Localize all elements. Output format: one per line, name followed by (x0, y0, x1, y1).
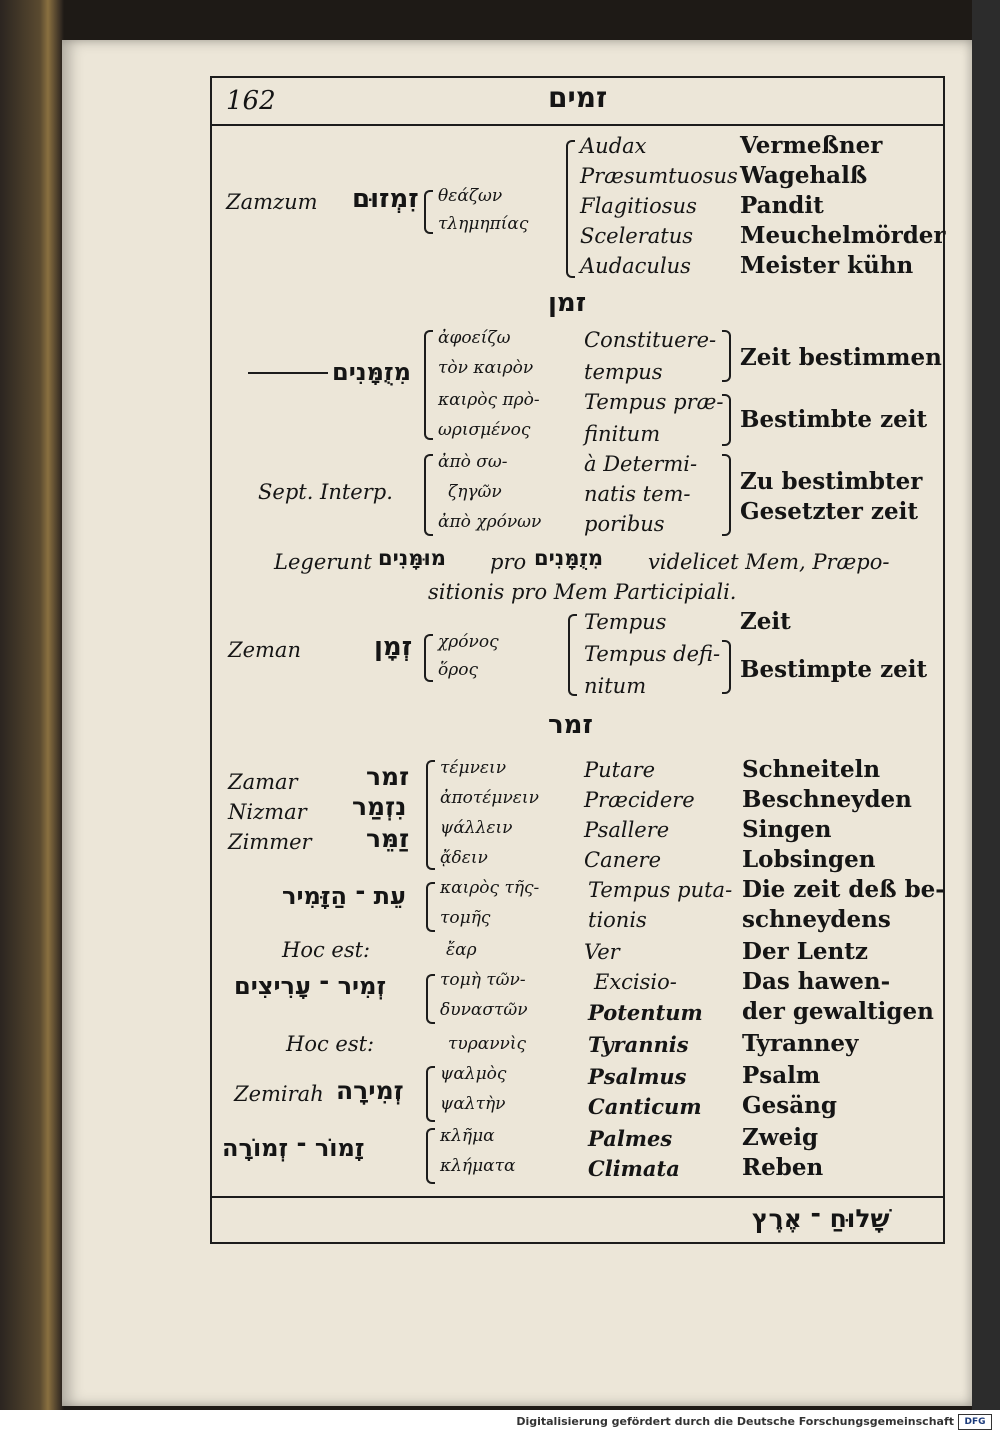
latin-word: Præsumtuosus (580, 164, 738, 188)
greek-word: ἀπὸ χρόνων (438, 512, 542, 532)
latin-word: Ver (584, 940, 620, 964)
german-word: Der Lentz (742, 938, 868, 965)
hebrew-zemirah: זְמִירָה (336, 1076, 404, 1105)
german-word: Zeit bestimmen (740, 344, 942, 371)
latin-word: Audax (580, 134, 647, 158)
translit-word: Nizmar (228, 800, 307, 824)
brace (722, 640, 731, 694)
german-word: Meister kühn (740, 252, 914, 279)
sept-interp-label: Sept. Interp. (258, 480, 393, 504)
brace (424, 330, 433, 440)
brace (568, 614, 577, 696)
header-rule (212, 124, 944, 126)
german-word: Zeit (740, 608, 791, 635)
german-word: der gewaltigen (742, 998, 934, 1025)
translit-word: Zamar (228, 770, 298, 794)
greek-word: ωρισμένος (438, 420, 531, 440)
german-word: Vermeßner (740, 132, 883, 159)
latin-word: Sceleratus (580, 224, 694, 248)
german-word: Bestimpte zeit (740, 656, 928, 683)
latin-word: Flagitiosus (580, 194, 697, 218)
hebrew-phrase: זָמוֹר ־ זְמוֹרָה (222, 1134, 365, 1162)
german-word: Gesäng (742, 1092, 837, 1119)
latin-word: Excisio- (594, 970, 677, 994)
german-word: Gesetzter zeit (740, 498, 918, 525)
german-word: Singen (742, 816, 832, 843)
greek-word: ἀπὸ σω- (438, 452, 508, 472)
german-word: Wagehalß (740, 162, 868, 189)
hebrew-word: זמר (366, 762, 410, 791)
latin-word: Potentum (588, 1000, 703, 1025)
latin-word: nitum (584, 674, 647, 698)
brace (426, 1128, 435, 1184)
latin-word: poribus (584, 512, 665, 536)
greek-word: καιρὸς τῆς- (440, 878, 540, 898)
latin-word: finitum (584, 422, 661, 446)
greek-word: ἀποτέμνειν (440, 788, 539, 808)
hebrew-word: נִזְמַר (352, 792, 407, 821)
hoc-est-label: Hoc est: (286, 1032, 375, 1056)
greek-word: ἔαρ (446, 940, 477, 960)
brace (426, 760, 435, 870)
greek-word: ψαλμὸς (440, 1064, 507, 1084)
latin-word: Tempus præ- (584, 390, 724, 414)
greek-word: τομῆς (440, 908, 491, 928)
section-heading: זמן (548, 288, 587, 318)
translit-zemirah: Zemirah (234, 1082, 324, 1106)
note-text: Legerunt (274, 550, 372, 574)
greek-word: ὅρος (438, 660, 478, 680)
note-hebrew: מִזֻמָּנִים (534, 546, 604, 570)
hebrew-phrase: עֵת ־ הַזָּמִיר (282, 882, 406, 910)
latin-word: Putare (584, 758, 656, 782)
greek-word: τέμνειν (440, 758, 507, 778)
brace (426, 1066, 435, 1122)
german-word: Pandit (740, 192, 824, 219)
translit-word: Zimmer (228, 830, 312, 854)
brace (426, 974, 435, 1024)
translit-zamzum: Zamzum (226, 190, 318, 214)
german-word: Psalm (742, 1062, 821, 1089)
brace (722, 330, 731, 382)
greek-word: θεάζων (438, 186, 503, 206)
german-word: schneydens (742, 906, 891, 933)
greek-word: ζηγῶν (448, 482, 502, 502)
brace (426, 882, 435, 932)
brace (722, 454, 731, 536)
latin-word: Tyrannis (588, 1032, 689, 1057)
greek-word: κλήματα (440, 1156, 516, 1176)
latin-word: Tempus puta- (588, 878, 733, 902)
brace (424, 634, 433, 682)
latin-word: natis tem- (584, 482, 691, 506)
note-text: videlicet Mem, Præpo- (648, 550, 890, 574)
note-hebrew: מוּמָּנִים (378, 546, 446, 570)
hoc-est-label: Hoc est: (282, 938, 371, 962)
greek-word: ψαλτὴν (440, 1094, 506, 1114)
latin-word: Præcidere (584, 788, 695, 812)
greek-word: τὸν καιρὸν (438, 358, 534, 378)
hebrew-phrase: זְמִיר ־ עָרִיצִים (234, 972, 387, 1000)
footer-credit: Digitalisierung gefördert durch die Deutsche Forschungsgemeinschaft (516, 1415, 954, 1428)
german-word: Die zeit deß be- (742, 876, 945, 903)
hebrew-word: מִזֻמָּנִים (332, 358, 411, 386)
greek-word: ἀφοείζω (438, 328, 511, 348)
latin-word: Psalmus (588, 1064, 687, 1089)
dash-rule (248, 372, 328, 374)
latin-word: Canticum (588, 1094, 702, 1119)
greek-word: κλῆμα (440, 1126, 495, 1146)
german-word: Zu bestimbter (740, 468, 923, 495)
latin-word: Psallere (584, 818, 670, 842)
note-text: sitionis pro Mem Participiali. (428, 580, 737, 604)
german-word: Tyranney (742, 1030, 859, 1057)
hebrew-zamzum: זִמְזוּם (352, 184, 419, 214)
greek-word: δυναστῶν (440, 1000, 528, 1020)
latin-word: tempus (584, 360, 663, 384)
german-word: Das hawen- (742, 968, 891, 995)
latin-word: à Determi- (584, 452, 698, 476)
facing-page-edge (972, 0, 1000, 1410)
running-head: זמים (548, 81, 608, 114)
footer-rule (212, 1196, 944, 1198)
german-word: Reben (742, 1154, 824, 1181)
latin-word: tionis (588, 908, 647, 932)
catchword: שָׁלוּחַ ־ אֶרֶץ (752, 1204, 890, 1233)
greek-word: καιρὸς πρὸ- (438, 390, 540, 410)
greek-word: τλημηπίας (438, 214, 529, 234)
hebrew-zeman: זְמָן (374, 632, 413, 662)
greek-word: χρόνος (438, 632, 499, 652)
digitization-footer (0, 1410, 1000, 1433)
page-number: 162 (226, 86, 276, 116)
latin-word: Constituere- (584, 328, 717, 352)
german-word: Schneiteln (742, 756, 881, 783)
hebrew-word: זַמֵּר (366, 824, 410, 853)
section-heading: זמר (548, 710, 593, 740)
greek-word: τυραννὶς (448, 1034, 527, 1054)
translit-zeman: Zeman (228, 638, 301, 662)
german-word: Meuchelmörder (740, 222, 946, 249)
brace (722, 394, 731, 446)
brace (566, 140, 575, 278)
german-word: Bestimbte zeit (740, 406, 928, 433)
greek-word: ᾄδειν (440, 848, 488, 868)
german-word: Zweig (742, 1124, 819, 1151)
dfg-logo: DFG (958, 1414, 992, 1430)
latin-word: Climata (588, 1156, 680, 1181)
brace (424, 190, 433, 234)
greek-word: ψάλλειν (440, 818, 513, 838)
latin-word: Tempus (584, 610, 667, 634)
latin-word: Tempus defi- (584, 642, 721, 666)
greek-word: τομὴ τῶν- (440, 970, 526, 990)
note-text: pro (490, 550, 527, 574)
german-word: Beschneyden (742, 786, 912, 813)
brace (424, 454, 433, 536)
latin-word: Audaculus (580, 254, 691, 278)
latin-word: Canere (584, 848, 662, 872)
latin-word: Palmes (588, 1126, 673, 1151)
german-word: Lobsingen (742, 846, 876, 873)
